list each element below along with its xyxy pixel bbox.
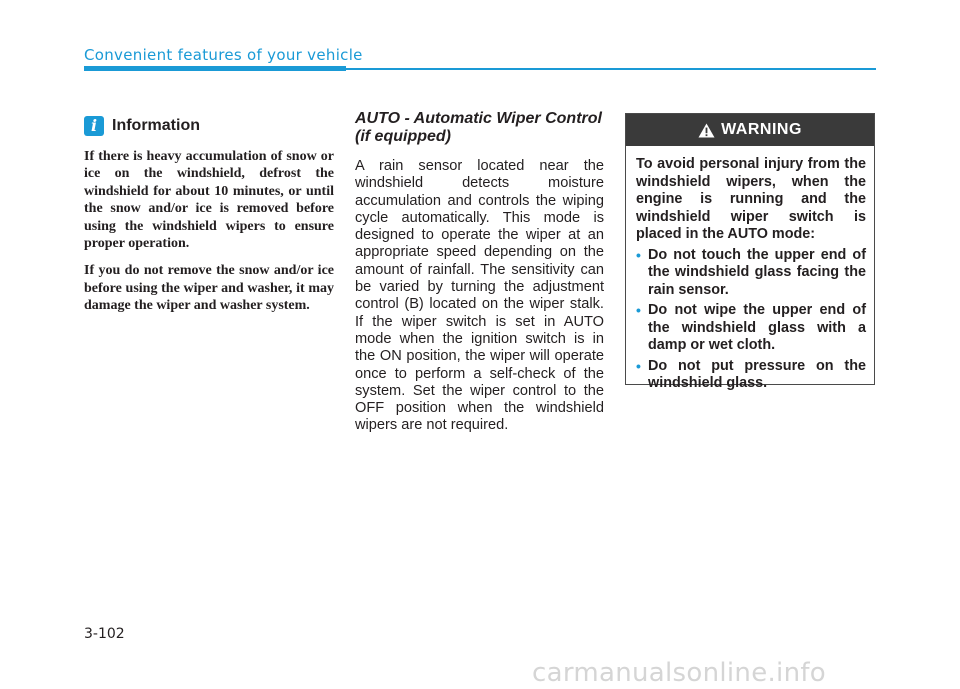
warning-item-text: Do not wipe the upper end of the windshield glass with a damp or wet cloth. [648,302,866,353]
warning-box [625,113,875,391]
auto-wiper-body: A rain sensor located near the windshield detects moisture accumulation and controls the wiping cycle automatically. This mode is designed to operate the wiper at an appropriate speed depending on the amount of rainfall. The sensitivity can be varied by turning the adjustment control (B) located on the wiper stalk. If the wiper switch is set in AUTO mode when the ignition switch is in the ON position, the wiper will operate once to perform a self-check of the system. Set the wiper control to the OFF position when the windshield wipers are not required. [355,158,604,434]
warning-label: WARNING [721,121,802,138]
warning-item-text: Do not touch the upper end of the windshield glass facing the rain sensor. [648,246,866,298]
information-paragraph: If you do not remove the snow and/or ice before using the wiper and washer, it may damage the wiper and washer system. [84,263,334,314]
information-paragraph: If there is heavy accumulation of snow or ice on the windshield, defrost the windshield for about 10 minutes, or until the snow and/or ice is removed before using the windshield wipers to ensure proper operation. [84,149,334,252]
header-rule-thick [84,66,346,71]
bullet-icon: • [636,246,641,263]
bullet-icon: • [636,302,641,318]
auto-wiper-section [355,110,604,435]
warning-item [636,247,866,300]
warning-item [636,358,866,393]
warning-content [626,146,874,393]
page-number: 3-102 [84,626,125,642]
warning-header [626,114,874,146]
warning-intro: To avoid personal injury from the windshield wipers, when the engine is running and the windshield wiper switch is placed in the AUTO mode: [636,156,866,242]
warning-item-text: Do not put pressure on the windshield glass. [648,357,866,391]
header-rule-thin [346,68,876,70]
section-title: Convenient features of your vehicle [84,46,363,64]
bullet-icon: • [636,357,641,374]
watermark-text: carmanualsonline.info [532,658,827,688]
warning-list [636,247,866,393]
information-note [84,114,334,315]
information-heading [84,114,334,138]
warning-item [636,302,866,355]
information-title: Information [112,117,200,134]
auto-wiper-title: AUTO - Automatic Wiper Control (if equipped) [355,110,602,145]
info-icon: i [84,116,104,136]
warning-triangle-icon [698,123,715,138]
